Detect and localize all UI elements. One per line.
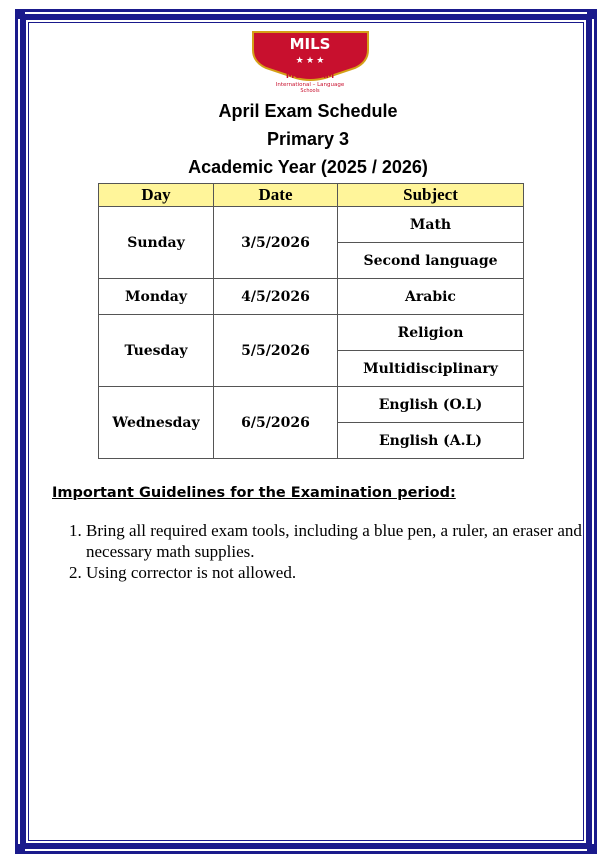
logo-city-text: MOKATAM [285,71,335,81]
logo-brand-text: MILS [289,35,331,53]
list-item: 1. Bring all required exam tools, including a blue pen, a ruler, an eraser and necessary math supplies. [86,520,616,562]
guidelines-heading: Important Guidelines for the Examination period: [52,485,456,501]
school-logo [233,28,388,94]
subject-cell: English (O.L) [338,387,524,423]
table-header-row [99,184,524,207]
header-subject: Subject [338,184,524,207]
date-cell: 6/5/2026 [214,387,338,459]
corner-ornament-top-right [587,9,597,19]
guidelines-list [50,520,616,583]
subject-cell: Multidisciplinary [338,351,524,387]
logo-line1-text: International – Language [275,82,345,88]
subject-cell: English (A.L) [338,423,524,459]
date-cell: 5/5/2026 [214,315,338,387]
subject-cell: Second language [338,243,524,279]
header-day: Day [99,184,214,207]
logo-stars: ★ ★ ★ [295,55,325,65]
subject-cell: Religion [338,315,524,351]
table-row [99,315,524,351]
list-item: 2. Using corrector is not allowed. [86,562,616,583]
day-cell: Monday [99,279,214,315]
subject-cell: Math [338,207,524,243]
corner-ornament-top-left [15,9,25,19]
date-cell: 4/5/2026 [214,279,338,315]
corner-ornament-bottom-right [587,844,597,854]
header-date: Date [214,184,338,207]
day-cell: Sunday [99,207,214,279]
table-row [99,279,524,315]
corner-ornament-bottom-left [15,844,25,854]
academic-year-title: Academic Year (2025 / 2026) [188,157,428,177]
logo-line2-text: Schools [300,88,320,94]
day-cell: Wednesday [99,387,214,459]
exam-schedule-table [98,183,524,459]
grade-title: Primary 3 [266,129,350,149]
table-row [99,387,524,423]
table-row [99,207,524,243]
day-cell: Tuesday [99,315,214,387]
subject-cell: Arabic [338,279,524,315]
date-cell: 3/5/2026 [214,207,338,279]
schedule-title: April Exam Schedule [218,101,398,121]
